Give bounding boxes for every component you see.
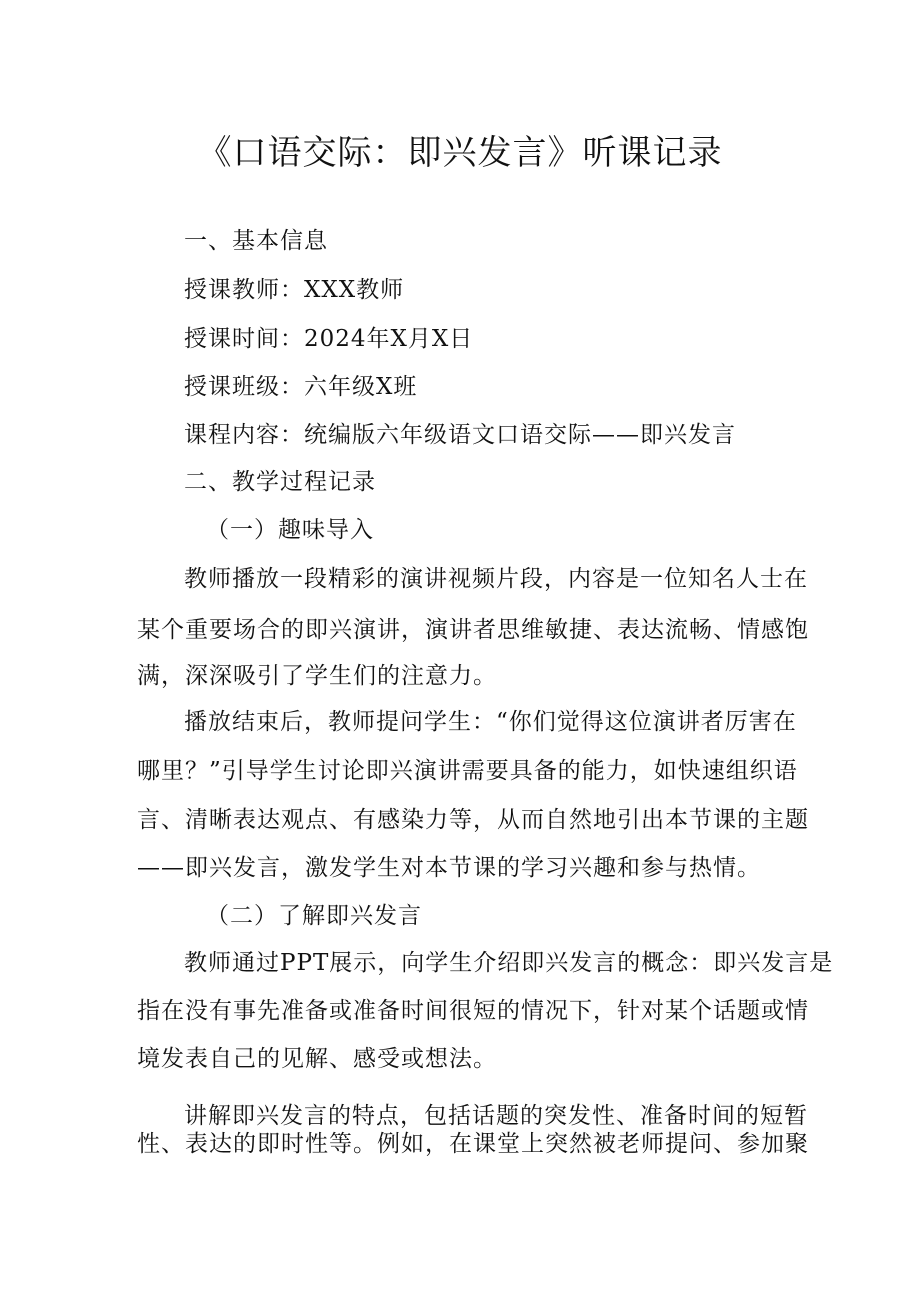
paragraph-line: 境发表自己的见解、感受或想法。 [137,1046,497,1072]
info-class: 授课班级：六年级X班 [184,374,418,400]
paragraph-line: 言、清晰表达观点、有感染力等，从而自然地引出本节课的主题 [137,807,809,833]
info-content: 课程内容：统编版六年级语文口语交际——即兴发言 [184,422,736,448]
document-title: 《口语交际：即兴发言》听课记录 [197,133,723,173]
subsection-heading-understand: （二）了解即兴发言 [206,903,422,929]
section-heading-basic-info: 一、基本信息 [184,228,328,254]
paragraph-line: 性、表达的即时性等。例如，在课堂上突然被老师提问、参加聚 [137,1131,809,1157]
section-heading-process: 二、教学过程记录 [184,469,376,495]
subsection-heading-intro: （一）趣味导入 [206,517,374,543]
info-teacher: 授课教师：XXX教师 [184,277,405,303]
paragraph-line: 教师播放一段精彩的演讲视频片段，内容是一位知名人士在 [184,566,808,592]
paragraph-line: 某个重要场合的即兴演讲，演讲者思维敏捷、表达流畅、情感饱 [137,617,809,643]
paragraph-line: 哪里？”引导学生讨论即兴演讲需要具备的能力，如快速组织语 [137,758,798,784]
info-time: 授课时间：2024年X月X日 [184,326,474,352]
paragraph-line: ——即兴发言，激发学生对本节课的学习兴趣和参与热情。 [137,855,761,881]
paragraph-line: 播放结束后，教师提问学生：“你们觉得这位演讲者厉害在 [184,709,797,735]
paragraph-line: 教师通过PPT展示，向学生介绍即兴发言的概念：即兴发言是 [184,950,834,976]
paragraph-line: 讲解即兴发言的特点，包括话题的突发性、准备时间的短暂 [184,1103,808,1129]
paragraph-line: 满，深深吸引了学生们的注意力。 [137,663,497,689]
paragraph-line: 指在没有事先准备或准备时间很短的情况下，针对某个话题或情 [137,998,809,1024]
